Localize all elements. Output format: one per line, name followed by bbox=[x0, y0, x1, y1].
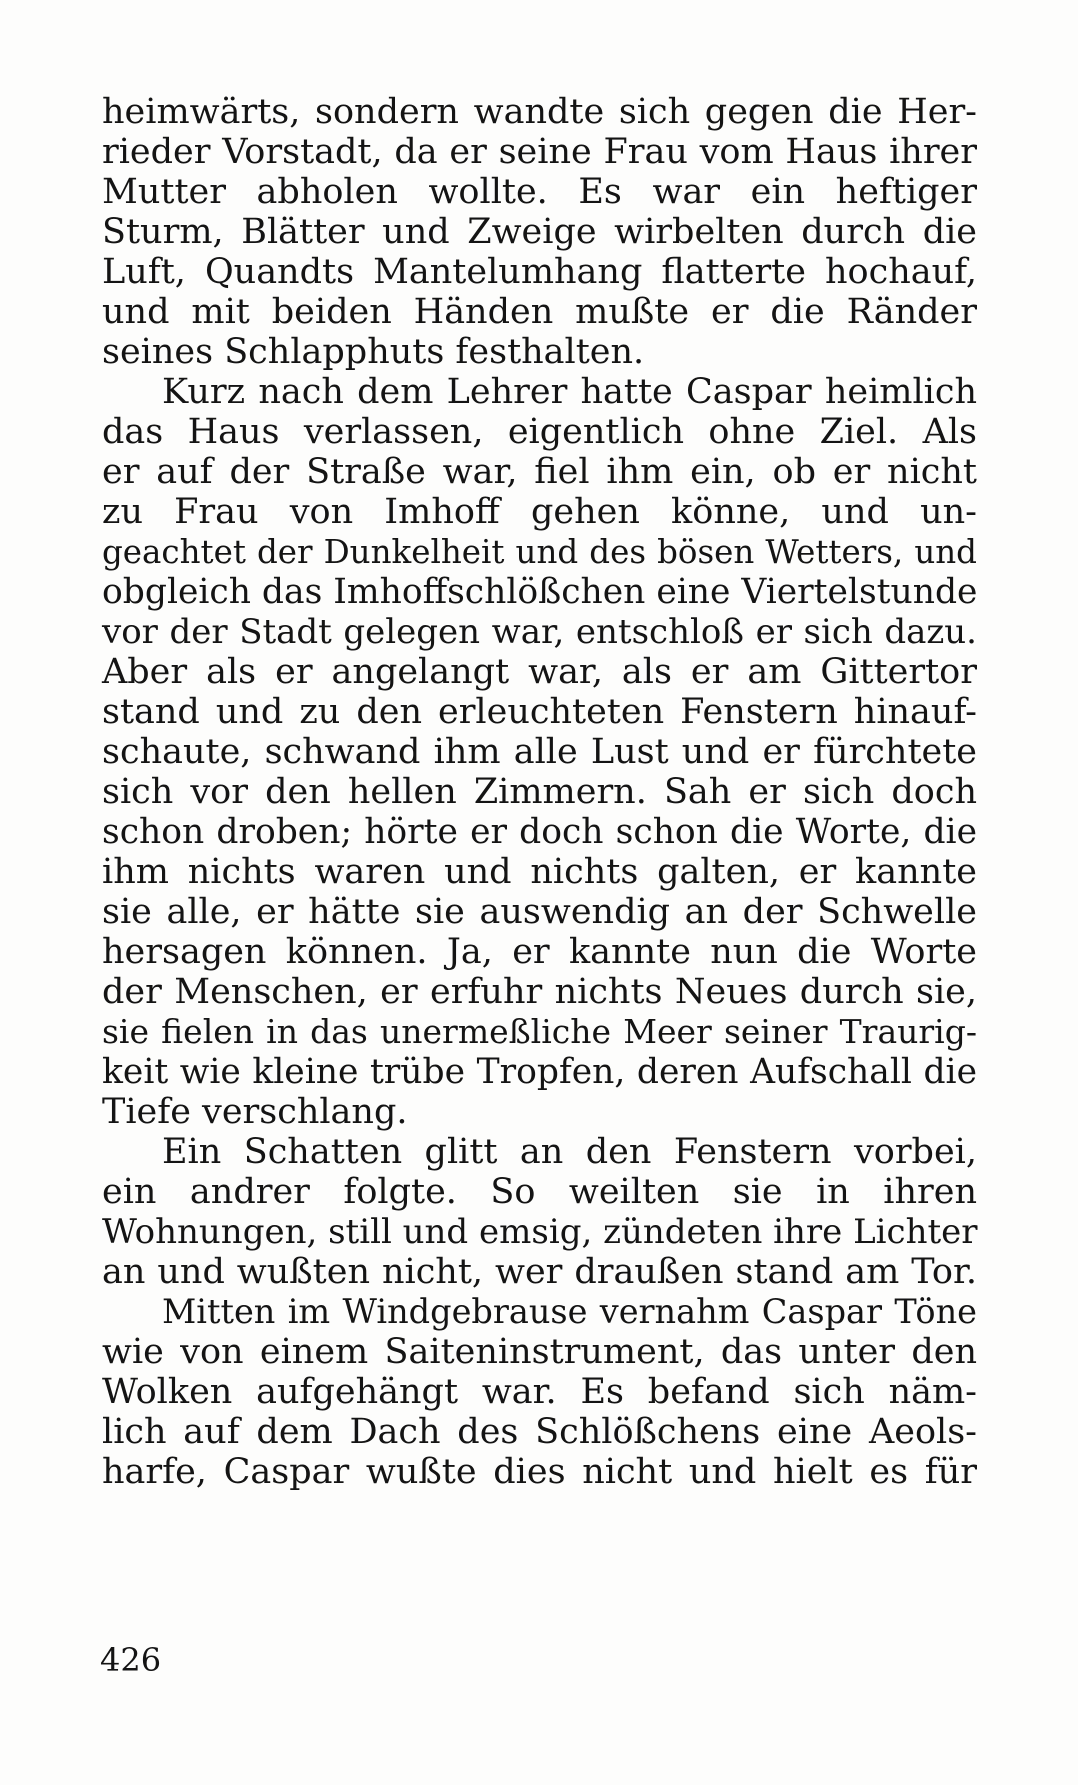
text-line: und mit beiden Händen mußte er die Ränder bbox=[102, 292, 977, 332]
text-line: schon droben; hörte er doch schon die Worte, die bbox=[102, 812, 977, 852]
body-text bbox=[102, 92, 977, 1492]
text-line: obgleich das Imhoffschlößchen eine Viertelstunde bbox=[102, 572, 978, 612]
text-line: Tiefe verschlang. bbox=[102, 1092, 408, 1132]
text-line: ihm nichts waren und nichts galten, er kannte bbox=[102, 852, 977, 892]
text-line: vor der Stadt gelegen war, entschloß er sich dazu. bbox=[102, 612, 977, 652]
text-line: stand und zu den erleuchteten Fenstern hinauf- bbox=[102, 692, 977, 732]
text-line: Luft, Quandts Mantelumhang flatterte hochauf, bbox=[102, 252, 977, 292]
text-line: Wolken aufgehängt war. Es befand sich näm- bbox=[102, 1372, 977, 1412]
text-line: an und wußten nicht, wer draußen stand am Tor. bbox=[102, 1252, 977, 1292]
text-line: Kurz nach dem Lehrer hatte Caspar heimlich bbox=[162, 372, 977, 412]
text-line: wie von einem Saiteninstrument, das unter den bbox=[102, 1332, 977, 1372]
text-line: lich auf dem Dach des Schlößchens eine Aeols- bbox=[102, 1412, 977, 1452]
text-line: ein andrer folgte. So weilten sie in ihren bbox=[102, 1172, 977, 1212]
text-line: Mitten im Windgebrause vernahm Caspar Töne bbox=[162, 1292, 977, 1331]
text-line: sie fielen in das unermeßliche Meer seiner Traurig- bbox=[102, 1012, 977, 1051]
text-line: seines Schlapphuts festhalten. bbox=[102, 332, 645, 372]
page-number: 426 bbox=[100, 1641, 162, 1679]
text-line: er auf der Straße war, fiel ihm ein, ob er nicht bbox=[102, 452, 977, 492]
text-line: Aber als er angelangt war, als er am Gittertor bbox=[102, 652, 977, 692]
text-line: sich vor den hellen Zimmern. Sah er sich doch bbox=[102, 772, 977, 812]
text-line: geachtet der Dunkelheit und des bösen Wetters, und bbox=[102, 533, 977, 571]
text-line: heimwärts, sondern wandte sich gegen die Her- bbox=[102, 92, 977, 132]
text-line: Mutter abholen wollte. Es war ein heftiger bbox=[102, 172, 977, 212]
text-line: schaute, schwand ihm alle Lust und er fürchtete bbox=[102, 732, 977, 772]
text-line: Ein Schatten glitt an den Fenstern vorbei, bbox=[162, 1132, 977, 1172]
text-line: Sturm, Blätter und Zweige wirbelten durch die bbox=[102, 212, 977, 252]
text-line: hersagen können. Ja, er kannte nun die Worte bbox=[102, 932, 977, 972]
text-line: harfe, Caspar wußte dies nicht und hielt es für bbox=[102, 1452, 977, 1492]
text-line: rieder Vorstadt, da er seine Frau vom Haus ihrer bbox=[102, 132, 977, 172]
text-line: zu Frau von Imhoff gehen könne, und un- bbox=[102, 492, 977, 532]
text-line: der Menschen, er erfuhr nichts Neues durch sie, bbox=[102, 972, 977, 1012]
text-line: sie alle, er hätte sie auswendig an der Schwelle bbox=[102, 892, 977, 932]
text-line: das Haus verlassen, eigentlich ohne Ziel. Als bbox=[102, 412, 977, 452]
text-line: Wohnungen, still und emsig, zündeten ihre Lichter bbox=[102, 1212, 978, 1252]
text-line: keit wie kleine trübe Tropfen, deren Aufschall die bbox=[102, 1052, 977, 1092]
